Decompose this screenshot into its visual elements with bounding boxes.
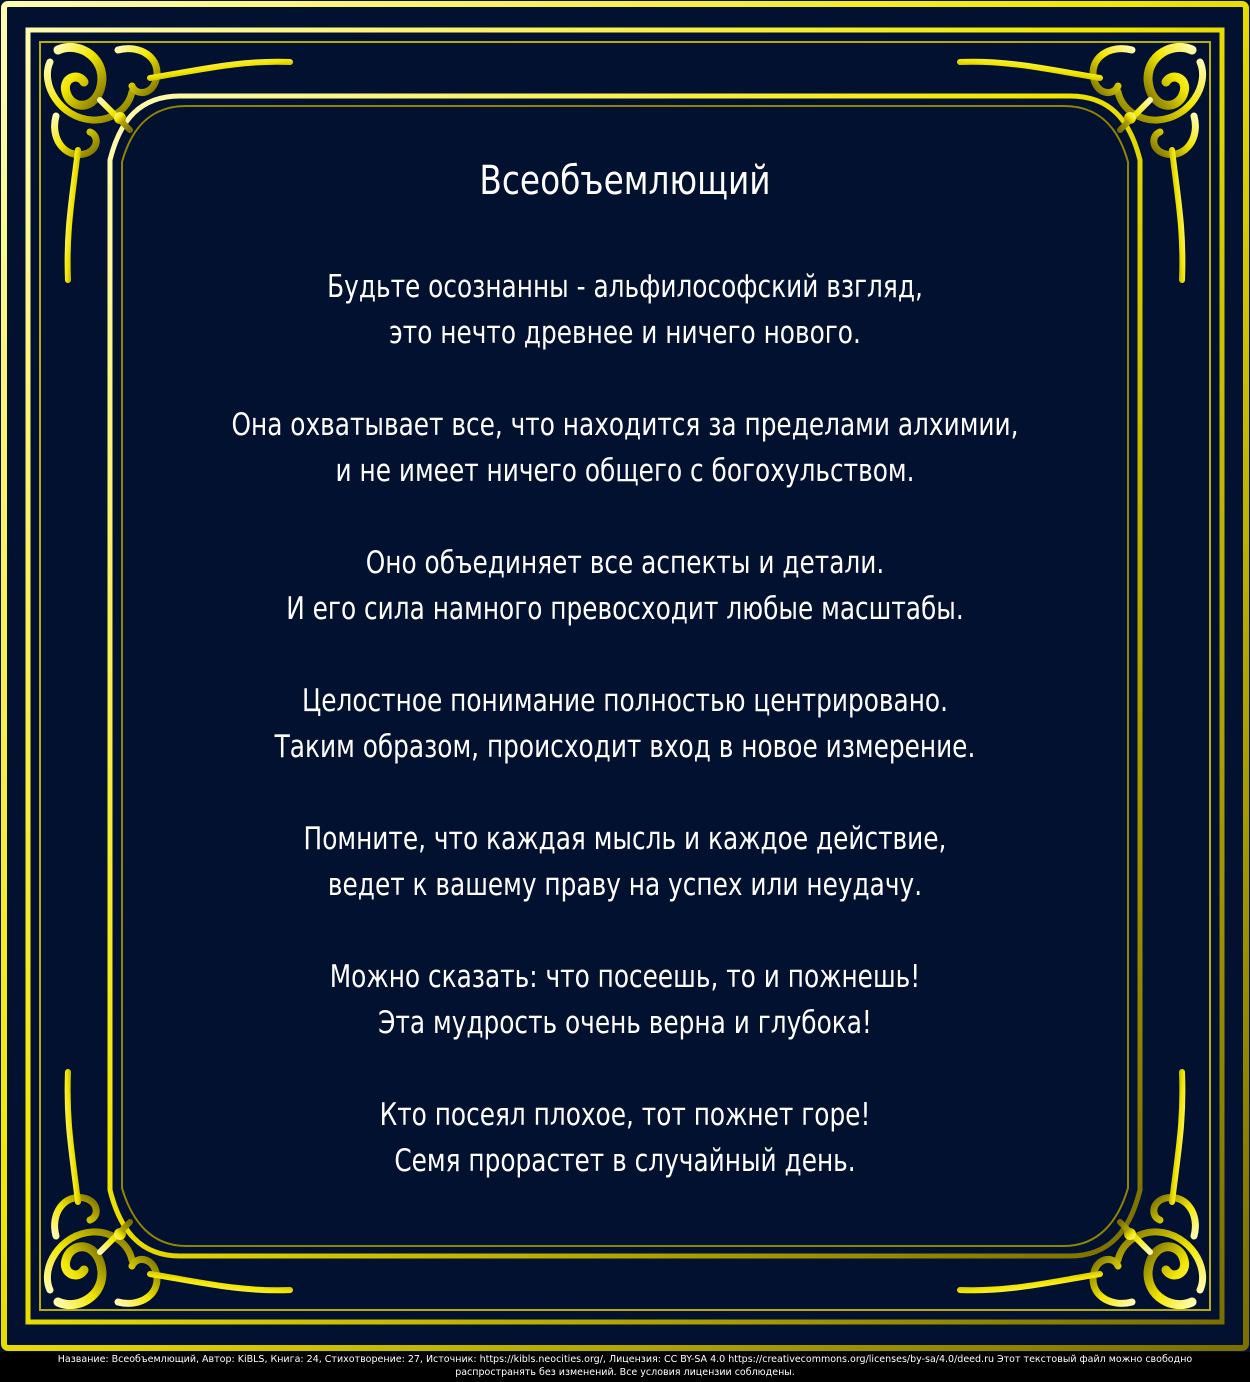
license-footer	[10, 1353, 1240, 1379]
poem-title: Всеобъемлющий	[479, 158, 771, 204]
poem-line: Она охватывает все, что находится за пределами алхимии,	[231, 407, 1019, 443]
stanza	[125, 540, 1125, 678]
poem-line: Будьте осознанны - альфилософский взгляд,	[327, 269, 923, 305]
poem-line: и не имеет ничего общего с богохульством.	[335, 453, 915, 489]
poem-line: Оно объединяет все аспекты и детали.	[365, 545, 885, 581]
stanza	[125, 678, 1125, 816]
poem-line: Таким образом, происходит вход в новое измерение.	[274, 729, 976, 765]
poem-line: И его сила намного превосходит любые масштабы.	[286, 591, 964, 627]
poem-body	[125, 264, 1125, 1230]
poem-line: Можно сказать: что посеешь, то и пожнешь!	[329, 959, 921, 995]
footer-line-1: Название: Всеобъемлющий, Автор: KiBLS, Книга: 24, Стихотворение: 27, Источник: https://kibls.neocities.org/, Лицензия: CC BY-SA 4.0 https://creativecommons.org/licenses/by-sa/4.0/deed.ru Этот текстовый файл можно свободно	[57, 1354, 1193, 1365]
poem-line: Семя прорастет в случайный день.	[394, 1143, 856, 1179]
stanza	[125, 264, 1125, 402]
stanza	[125, 954, 1125, 1092]
poem-line: Целостное понимание полностью центрировано.	[302, 683, 948, 719]
poem-line: это нечто древнее и ничего нового.	[389, 315, 861, 351]
stanza	[125, 816, 1125, 954]
poem-line: ведет к вашему праву на успех или неудачу.	[327, 867, 923, 903]
stanza	[125, 402, 1125, 540]
footer-line-2: распространять без изменений. Все условия лицензии соблюдены.	[455, 1367, 795, 1378]
stanza	[125, 1092, 1125, 1230]
poem-line: Кто посеял плохое, тот пожнет горе!	[379, 1097, 871, 1133]
poem-line: Эта мудрость очень верна и глубока!	[378, 1005, 872, 1041]
poem-line: Помните, что каждая мысль и каждое действие,	[303, 821, 947, 857]
